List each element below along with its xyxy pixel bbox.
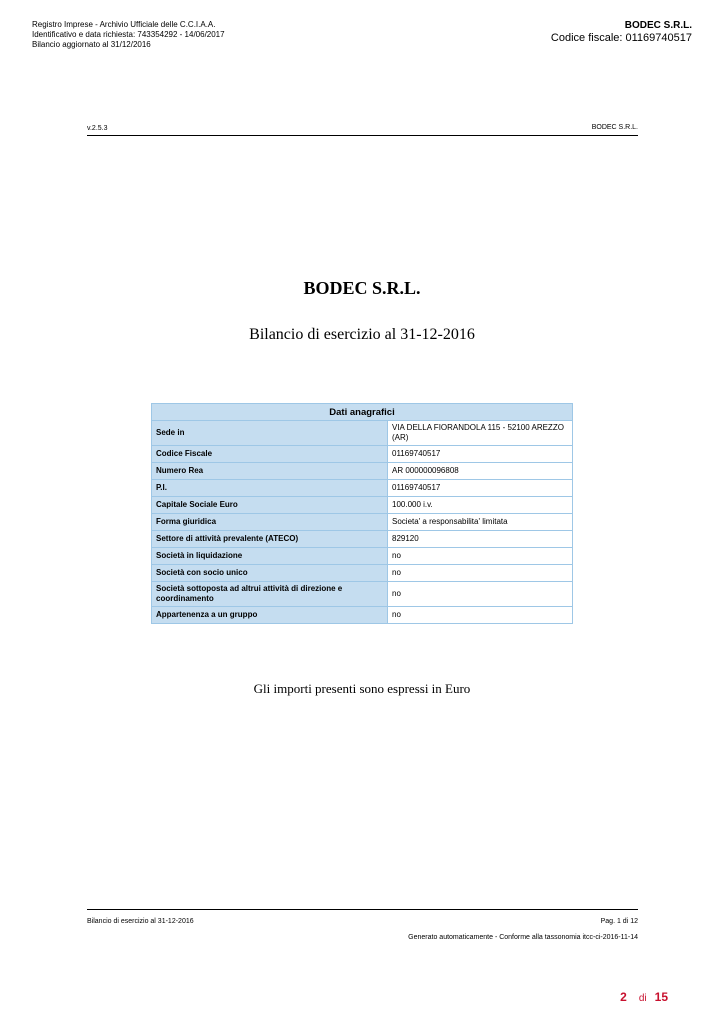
row-label-codice-fiscale: Codice Fiscale [152, 446, 388, 463]
table-row [152, 497, 573, 514]
row-value-direzione-coordinamento: no [388, 582, 573, 607]
currency-note: Gli importi presenti sono espressi in Euro [253, 681, 471, 696]
footer-document-title: Bilancio di esercizio al 31-12-2016 [87, 918, 194, 925]
row-label-direzione-coordinamento: Società sottoposta ad altrui attività di direzione e coordinamento [152, 582, 388, 607]
table-row [152, 463, 573, 480]
registry-line-archive: Registro Imprese - Archivio Ufficiale delle C.C.I.A.A. [32, 20, 216, 29]
row-value-liquidazione: no [388, 548, 573, 565]
table-row [152, 548, 573, 565]
row-label-forma-giuridica: Forma giuridica [152, 514, 388, 531]
row-value-capitale-sociale: 100.000 i.v. [388, 497, 573, 514]
footer-divider [87, 909, 638, 910]
footer-generated-note: Generato automaticamente - Conforme alla tassonomia itcc-ci-2016-11-14 [408, 934, 638, 941]
version-label: v.2.5.3 [87, 125, 108, 132]
registry-header [32, 20, 225, 50]
row-value-codice-fiscale: 01169740517 [388, 446, 573, 463]
document-header [87, 123, 638, 135]
row-value-partita-iva: 01169740517 [388, 480, 573, 497]
table-row [152, 446, 573, 463]
table-row [152, 421, 573, 446]
footer-page-number: Pag. 1 di 12 [600, 918, 638, 925]
row-label-ateco: Settore di attività prevalente (ATECO) [152, 531, 388, 548]
page-subtitle: Bilancio di esercizio al 31-12-2016 [249, 326, 475, 343]
row-value-ateco: 829120 [388, 531, 573, 548]
row-label-numero-rea: Numero Rea [152, 463, 388, 480]
row-label-partita-iva: P.I. [152, 480, 388, 497]
row-label-gruppo: Appartenenza a un gruppo [152, 607, 388, 624]
row-label-socio-unico: Società con socio unico [152, 565, 388, 582]
table-row [152, 582, 573, 607]
anagrafica-heading: Dati anagrafici [152, 404, 573, 421]
row-value-numero-rea: AR 000000096808 [388, 463, 573, 480]
row-value-gruppo: no [388, 607, 573, 624]
row-value-forma-giuridica: Societa' a responsabilita' limitata [388, 514, 573, 531]
table-row [152, 480, 573, 497]
row-label-sede: Sede in [152, 421, 388, 446]
page-counter [620, 990, 668, 1004]
document-header-company: BODEC S.R.L. [591, 124, 638, 131]
registry-line-request-id: Identificativo e data richiesta: 743354292 - 14/06/2017 [32, 30, 225, 39]
company-header [551, 20, 692, 45]
company-header-fiscal-code: Codice fiscale: 01169740517 [550, 32, 692, 44]
row-label-liquidazione: Società in liquidazione [152, 548, 388, 565]
row-value-socio-unico: no [388, 565, 573, 582]
row-value-sede: VIA DELLA FIORANDOLA 115 - 52100 AREZZO (AR) [388, 421, 573, 446]
table-row [152, 514, 573, 531]
table-row [152, 565, 573, 582]
page-title: BODEC S.R.L. [303, 278, 421, 298]
table-row [152, 607, 573, 624]
anagrafica-table [151, 403, 573, 624]
pager-current: 2 [620, 990, 627, 1004]
registry-line-updated: Bilancio aggiornato al 31/12/2016 [32, 40, 151, 49]
header-divider [87, 135, 638, 136]
anagrafica-header-row [152, 404, 573, 421]
row-label-capitale-sociale: Capitale Sociale Euro [152, 497, 388, 514]
company-header-name: BODEC S.R.L. [624, 20, 692, 31]
table-row [152, 531, 573, 548]
pager-of: di [638, 993, 647, 1004]
pager-total: 15 [654, 990, 668, 1004]
